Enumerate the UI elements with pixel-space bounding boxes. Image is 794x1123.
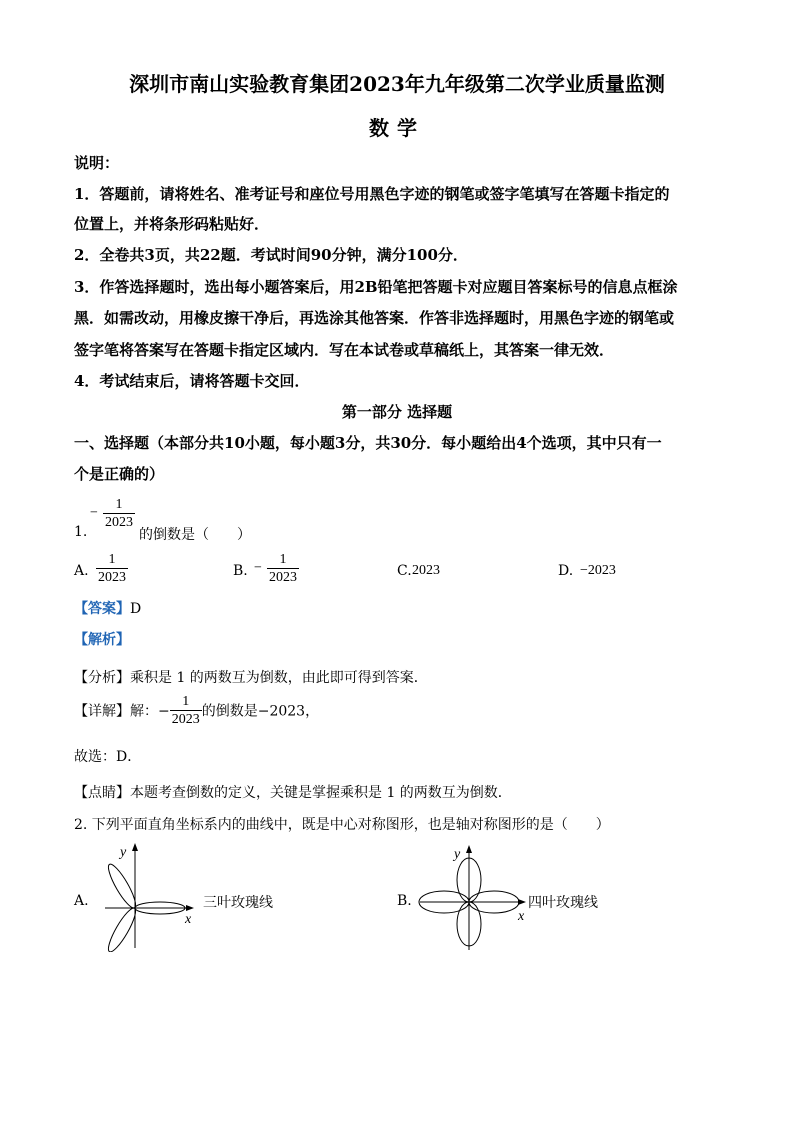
answer-value: D (130, 601, 142, 617)
answer-tag: 【答案】 (74, 601, 130, 617)
q1-number: 1. (74, 524, 88, 540)
q2-option-b-label: B. (397, 893, 412, 909)
page-title: 深圳市南山实验教育集团2023年九年级第二次学业质量监测 (129, 72, 665, 96)
q2-option-b-caption: 四叶玫瑰线 (528, 895, 598, 911)
q1-option-d-label: D. (558, 563, 574, 579)
q1-option-b-label: B. (233, 563, 248, 579)
q1-numerator: 1 (115, 497, 123, 512)
fenxi-tag: 【分析】 (74, 670, 130, 686)
instruction-3-line-2: 黑．如需改动，用橡皮擦干净后，再选涂其他答案．作答非选择题时，用黑色字迹的钢笔或 (74, 309, 675, 327)
instruction-4: 4．考试结束后，请将答题卡交回． (74, 372, 310, 390)
three-leaf-petal-upper (104, 861, 139, 910)
four-leaf-y-arrow (466, 845, 472, 853)
q1-option-b-minus: − (254, 560, 262, 576)
q1-detail (74, 693, 319, 728)
instruction-1-line-1: 1．答题前，请将姓名、准考证号和座位号用黑色字迹的钢笔或签字笔填写在答题卡指定的 (74, 185, 670, 203)
q1-fraction-value (103, 496, 135, 531)
q2-option-a-label: A. (74, 893, 89, 909)
detail-tag: 【详解】 (74, 703, 130, 720)
three-leaf-x-arrow (186, 905, 194, 911)
q1-option-c-label: C. (397, 563, 412, 579)
instructions-heading: 说明： (74, 154, 120, 172)
three-leaf-y-label: y (120, 845, 127, 860)
q1-comment (74, 782, 512, 802)
q1-choice: 故选：D． (74, 749, 142, 765)
instruction-3-line-1: 3．作答选择题时，选出每小题答案后，用2B铅笔把答题卡对应题目答案标号的信息点框涂 (74, 278, 678, 296)
instruction-2: 2．全卷共3页，共22题．考试时间90分钟，满分100分． (74, 246, 468, 264)
comment-tag: 【点睛】 (74, 785, 130, 801)
q1-option-c-value: 2023 (412, 563, 440, 578)
q1-option-a-label: A. (74, 563, 89, 579)
q1-answer (74, 598, 141, 618)
detail-fraction (170, 693, 202, 728)
comment-text: 本题考查倒数的定义，关键是掌握乘积是 1 的两数互为倒数． (130, 785, 512, 801)
instruction-1-line-2: 位置上，并将条形码粘贴好． (74, 215, 270, 233)
subject-title: 数学 (369, 116, 425, 140)
q1-option-b-denominator: 2023 (269, 570, 297, 585)
four-leaf-x-label: x (518, 909, 525, 924)
three-leaf-y-arrow (132, 843, 138, 851)
q1-option-b-fraction (254, 551, 299, 586)
section-heading-line-1: 一、选择题（本部分共10小题，每小题3分，共30分．每小题给出4个选项，其中只有一 (74, 434, 662, 452)
q1-fraction (90, 496, 135, 531)
q1-option-a-numerator: 1 (108, 552, 116, 567)
q1-denominator: 2023 (105, 515, 133, 530)
three-leaf-rose-graph (100, 840, 200, 952)
q2-stem: 2. 下列平面直角坐标系内的曲线中，既是中心对称图形，也是轴对称图形的是（ ） (74, 817, 610, 833)
three-leaf-x-label: x (185, 912, 192, 927)
q1-fenxi (74, 667, 428, 687)
q2-option-a-caption: 三叶玫瑰线 (203, 895, 273, 911)
detail-numerator: 1 (182, 694, 190, 709)
q1-option-b-numerator: 1 (279, 552, 287, 567)
fenxi-text: 乘积是 1 的两数互为倒数，由此即可得到答案． (130, 670, 428, 686)
analysis-tag: 【解析】 (74, 632, 130, 648)
four-leaf-rose-graph (412, 842, 532, 952)
four-leaf-y-label: y (454, 847, 461, 862)
q1-option-a-denominator: 2023 (98, 570, 126, 585)
q1-minus-sign: − (90, 505, 98, 521)
three-leaf-petal-lower (104, 905, 139, 952)
section-heading-line-2: 个是正确的） (74, 465, 165, 483)
part1-title: 第一部分 选择题 (341, 403, 453, 421)
detail-denominator: 2023 (171, 712, 200, 727)
instruction-3-line-3: 签字笔将答案写在答题卡指定区域内．写在本试卷或草稿纸上，其答案一律无效． (74, 341, 615, 359)
detail-suffix: 的倒数是−2023， (201, 703, 320, 720)
q1-option-a-fraction (96, 551, 128, 586)
q1-option-d-value: −2023 (580, 563, 616, 578)
q1-stem: 的倒数是（ ） (139, 527, 251, 543)
detail-prefix: 解：− (130, 703, 170, 720)
